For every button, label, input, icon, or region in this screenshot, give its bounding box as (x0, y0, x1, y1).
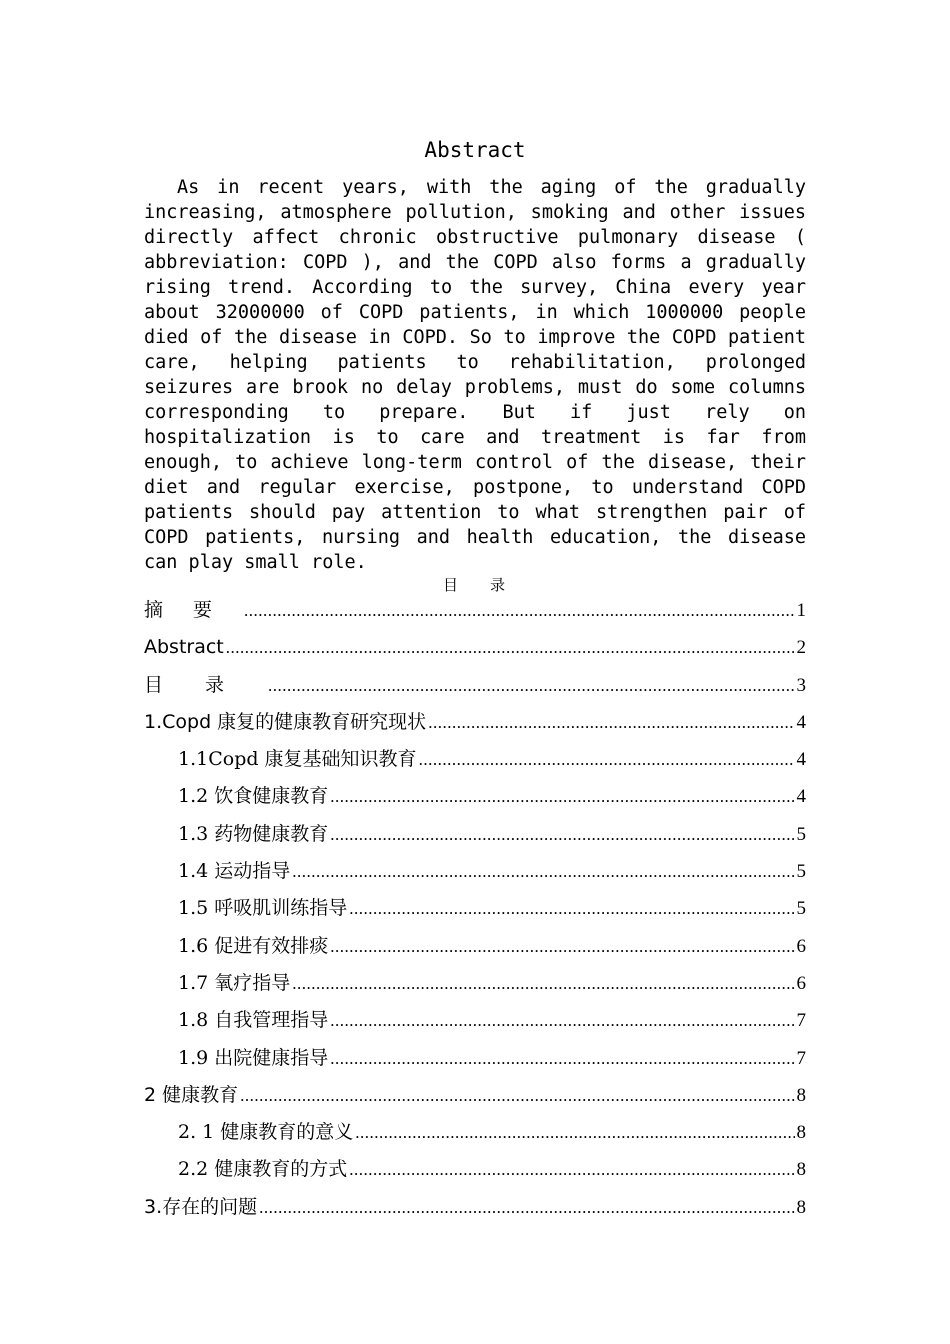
abstract-body: As in recent years, with the aging of the gradually increasing, atmosphere pollution, smoking and other issues directly affect chronic obstructive pulmonary disease ( abbreviation: COPD ), and the COPD also forms a gradually rising trend. According to the survey, China every year about 32000000 of COPD patients, in which 1000000 people died of the disease in COPD. So to improve the COPD patient care, helping patients to rehabilitation, prolonged seizures are brook no delay problems, must do some columns corresponding to prepare. But if just rely on hospitalization is to care and treatment is far from enough, to achieve long-term control of the disease, their diet and regular exercise, postpone, to understand COPD patients should pay attention to what strengthen pair of COPD patients, nursing and health education, the disease can play small role. (144, 177, 806, 573)
toc-entry-label: 3.存在的问题 (144, 1195, 258, 1218)
toc-entry-section-2-1[interactable] (144, 1114, 806, 1151)
toc-entry-label: 2. 1 健康教育的意义 (178, 1121, 354, 1144)
toc-entry-label: 1.1Copd 康复基础知识教育 (178, 748, 417, 771)
toc-page-number: 8 (796, 1159, 806, 1181)
toc-entry-label: 1.2 饮食健康教育 (178, 785, 329, 808)
toc-entry-label: Abstract (144, 636, 224, 659)
toc-entry-label: 1.4 运动指导 (178, 860, 291, 883)
toc-heading-part2: 录 (490, 576, 508, 594)
toc-entry-section-2[interactable] (144, 1077, 806, 1114)
toc-entry-label: 1.8 自我管理指导 (178, 1009, 329, 1032)
toc-entry-label: 摘要 (144, 599, 243, 621)
toc-entry-section-1-3[interactable] (144, 816, 806, 853)
toc-page-number: 7 (796, 1010, 806, 1032)
toc-page-number: 2 (796, 637, 806, 659)
toc-entry-label: 1.Copd 康复的健康教育研究现状 (144, 710, 427, 733)
toc-entry-section-3[interactable] (144, 1189, 806, 1226)
toc-page-number: 5 (796, 861, 806, 883)
toc-entry-contents[interactable] (144, 667, 806, 704)
toc-entry-label: 1.6 促进有效排痰 (178, 934, 329, 957)
toc-entry-section-2-2[interactable] (144, 1151, 806, 1188)
toc-entry-section-1-5[interactable] (144, 890, 806, 927)
toc-leader-dots (349, 1151, 794, 1188)
toc-page-number: 4 (796, 711, 806, 733)
toc-page-number: 6 (796, 935, 806, 957)
toc-entry-section-1[interactable] (144, 704, 806, 741)
toc-entry-abstract[interactable] (144, 629, 806, 666)
toc-entry-section-1-7[interactable] (144, 965, 806, 1002)
toc-entry-label: 2 健康教育 (144, 1083, 239, 1106)
toc-page-number: 5 (796, 823, 806, 845)
toc-entry-label: 1.9 出院健康指导 (178, 1046, 329, 1069)
toc-entry-label: 1.7 氧疗指导 (178, 971, 291, 994)
toc-page-number: 3 (796, 674, 806, 696)
toc-page-number: 8 (796, 1084, 806, 1106)
toc-leader-dots (349, 890, 794, 927)
toc-entry-section-1-9[interactable] (144, 1040, 806, 1077)
toc-entry-label: 1.5 呼吸肌训练指导 (178, 897, 348, 920)
toc-entry-section-1-8[interactable] (144, 1002, 806, 1039)
toc-leader-dots (330, 778, 794, 815)
toc-leader-dots (330, 1040, 794, 1077)
toc-entry-section-1-1[interactable] (144, 741, 806, 778)
toc-entry-section-1-4[interactable] (144, 853, 806, 890)
toc-leader-dots (330, 816, 794, 853)
toc-leader-dots (259, 1189, 794, 1226)
toc-entry-summary[interactable] (144, 592, 806, 629)
toc-leader-dots (292, 965, 794, 1002)
toc-page-number: 5 (796, 898, 806, 920)
toc-leader-dots (292, 853, 794, 890)
toc-leader-dots (428, 704, 794, 741)
toc-entry-section-1-2[interactable] (144, 778, 806, 815)
toc-heading-part1: 目 (442, 576, 460, 594)
toc-page-number: 6 (796, 972, 806, 994)
toc-page-number: 8 (796, 1122, 806, 1144)
toc-leader-dots (268, 667, 794, 704)
toc-entry-label: 2.2 健康教育的方式 (178, 1158, 348, 1181)
toc-leader-dots (330, 1002, 794, 1039)
toc-leader-dots (355, 1114, 794, 1151)
toc-entry-label: 1.3 药物健康教育 (178, 822, 329, 845)
abstract-title: Abstract (424, 138, 526, 162)
toc-page-number: 8 (796, 1196, 806, 1218)
toc-page-number: 4 (796, 786, 806, 808)
toc-entry-label: 目录 (144, 673, 267, 696)
table-of-contents (144, 592, 806, 1226)
toc-leader-dots (240, 1077, 794, 1114)
toc-entry-section-1-6[interactable] (144, 928, 806, 965)
toc-leader-dots (244, 592, 794, 629)
toc-leader-dots (330, 928, 794, 965)
toc-page-number: 1 (796, 600, 806, 621)
toc-leader-dots (226, 629, 795, 666)
toc-page-number: 7 (796, 1047, 806, 1069)
toc-leader-dots (419, 741, 795, 778)
toc-page-number: 4 (796, 749, 806, 771)
